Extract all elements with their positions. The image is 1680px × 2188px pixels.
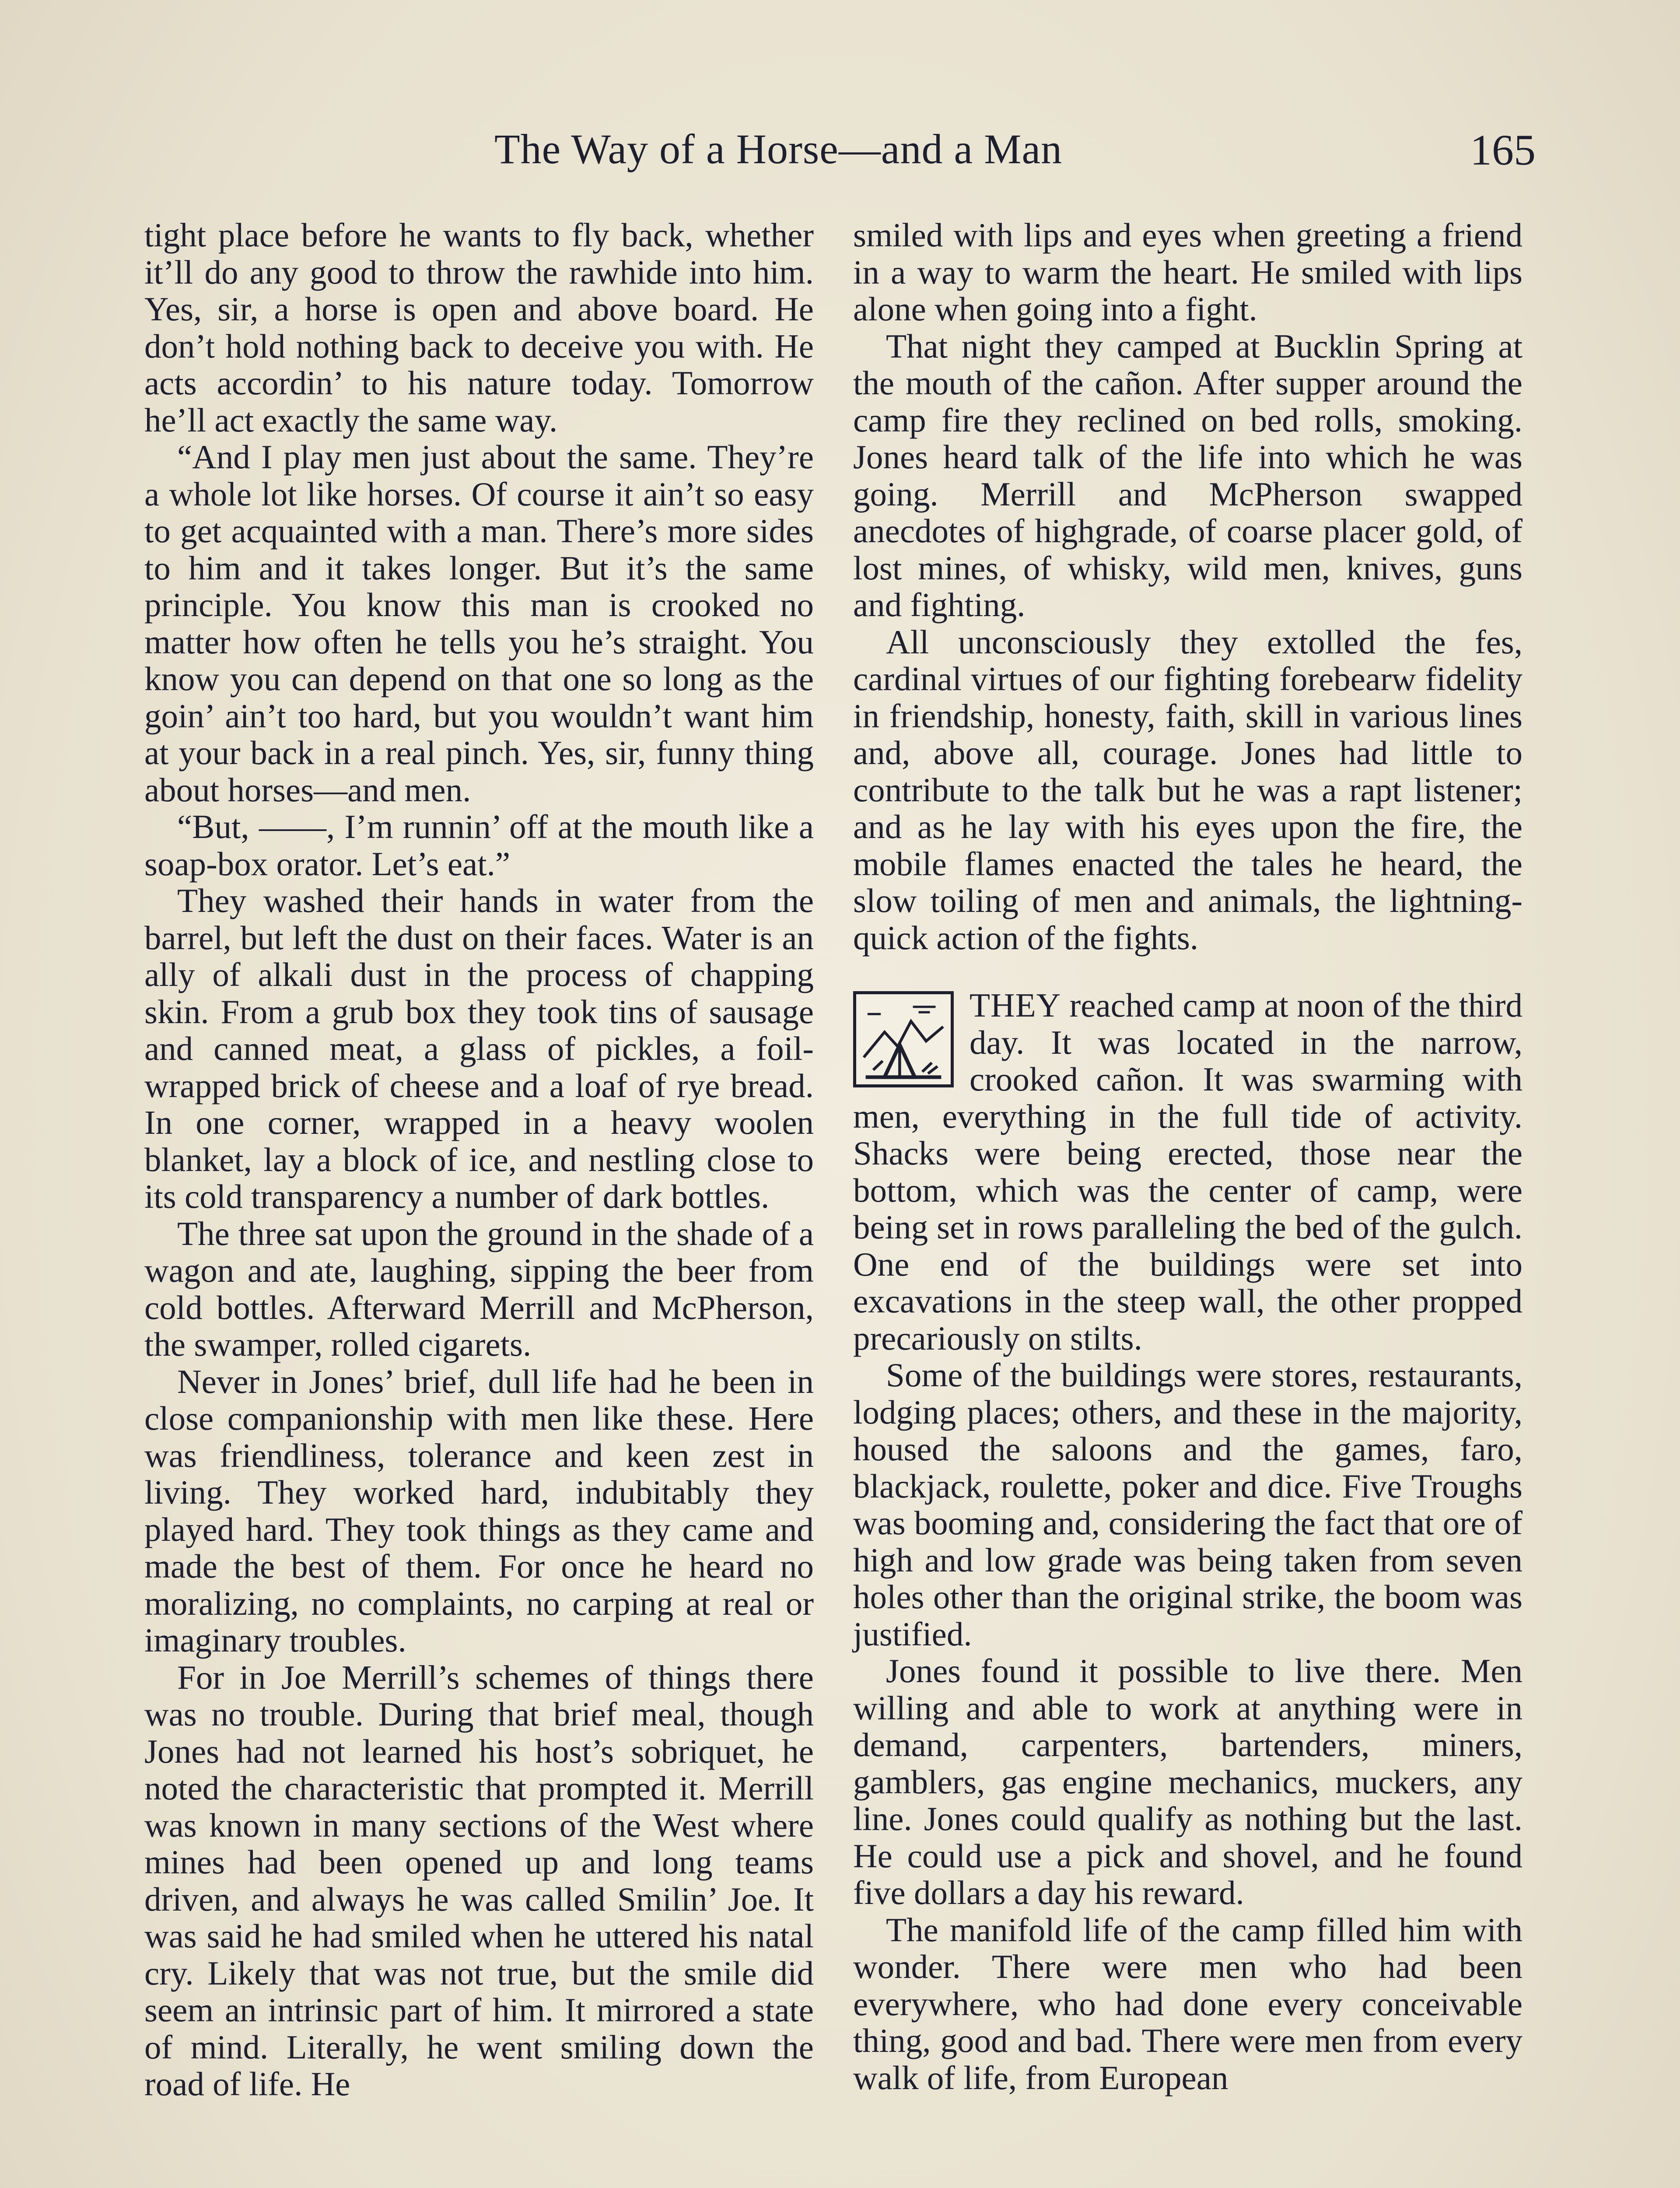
paragraph: “And I play men just about the same. They’re a whole lot like horses. Of course it ain’t so easy to get acquainted with a man. There’s more sides to him and it takes longer. But it’s the same principle. You know this man is crooked no matter how often he tells you he’s straight. You know you can depend on that one so long as the goin’ ain’t too hard, but you wouldn’t want him at your back in a real pinch. Yes, sir, funny thing about horses—and men. — [144, 438, 814, 809]
running-title: The Way of a Horse—and a Man — [494, 126, 1063, 172]
camp-illustration-icon — [853, 991, 954, 1087]
section-text: reached camp at noon of the third day. It was located in the narrow, crooked cañon. It was swarming with men, everything in the full tide of activity. Shacks were being erected, those near the bottom, which was the center of camp, were being set in rows paralleling the bed of the gulch. One end of the buildings were set into excavations in the steep wall, the other propped precariously on stilts. — [853, 986, 1522, 1357]
paragraph: “But, ——, I’m runnin’ off at the mouth like a soap-box orator. Let’s eat.” — [144, 808, 814, 883]
paragraph: They washed their hands in water from the barrel, but left the dust on their faces. Water is an ally of alkali dust in the process of chapping skin. From a grub box they took tins of sausage and canned meat, a glass of pickles, a foil-wrapped brick of cheese and a loaf of rye bread. In one corner, wrapped in a heavy woolen blanket, lay a block of ice, and nestling close to its cold transparency a number of dark bottles. — [144, 882, 814, 1215]
paragraph: smiled with lips and eyes when greeting a friend in a way to warm the heart. He smiled with lips alone when going into a fight. — [853, 216, 1522, 328]
paragraph: The manifold life of the camp filled him with wonder. There were men who had been everywhere, who had done every conceivable thing, good and bad. There were men from every walk of life, from European — [853, 1911, 1522, 2097]
paragraph: tight place before he wants to fly back, whether it’ll do any good to throw the rawhide into him. Yes, sir, a horse is open and above board. He don’t hold nothing back to deceive you with. He acts accordin’ to his nature today. Tomorrow he’ll act exactly the same way. — [144, 216, 814, 439]
paragraph: Some of the buildings were stores, restaurants, lodging places; others, and these in the majority, housed the saloons and the games, faro, blackjack, roulette, poker and dice. Five Troughs was booming and, considering the fact that ore of high and low grade was being taken from seven holes other than the original strike, the boom was justified. — [853, 1356, 1522, 1653]
right-column — [853, 217, 1522, 2096]
left-column — [144, 217, 814, 2103]
paragraph: Never in Jones’ brief, dull life had he been in close companionship with men like these. Here was friendliness, tolerance and keen zest in living. They worked hard, indubitably they played hard. They took things as they came and made the best of them. For once he heard no moralizing, no complaints, no carping at real or imaginary troubles. — [144, 1362, 814, 1659]
paragraph: All unconsciously they extolled the fes, cardinal virtues of our fighting forebearw fidelity in friendship, honesty, faith, skill in various lines and, above all, courage. Jones had little to contribute to the talk but he was a rapt listener; and as he lay with his eyes upon the fire, the mobile flames enacted the tales he heard, the slow toiling of men and animals, the lightning-quick action of the fights. — [853, 623, 1522, 957]
lead-word: THEY — [970, 986, 1061, 1024]
paragraph: For in Joe Merrill’s schemes of things there was no trouble. During that brief meal, though Jones had not learned his host’s sobriquet, he noted the characteristic that prompted it. Merrill was known in many sections of the West where mines had been opened up and long teams driven, and always he was called Smilin’ Joe. It was said he had smiled when he uttered his natal cry. Likely that was not true, but the smile did seem an intrinsic part of him. It mirrored a state of mind. Literally, he went smiling down the road of life. He — [144, 1658, 814, 2103]
paragraph: That night they camped at Bucklin Spring at the mouth of the cañon. After supper around the camp fire they reclined on bed rolls, smoking. Jones heard talk of the life into which he was going. Merrill and McPherson swapped anecdotes of highgrade, of coarse placer gold, of lost mines, of whisky, wild men, knives, guns and fighting. — [853, 327, 1522, 624]
page-number: 165 — [1470, 126, 1536, 174]
paragraph: The three sat upon the ground in the shade of a wagon and ate, laughing, sipping the beer from cold bottles. Afterward Merrill and McPherson, the swamper, rolled cigarets. — [144, 1214, 814, 1363]
paragraph: Jones found it possible to live there. Men willing and able to work at anything were in demand, carpenters, bartenders, miners, gamblers, gas engine mechanics, muckers, any line. Jones could qualify as nothing but the last. He could use a pick and shovel, and he found five dollars a day his reward. — [853, 1652, 1522, 1911]
section-opening-paragraph — [853, 987, 1522, 1357]
